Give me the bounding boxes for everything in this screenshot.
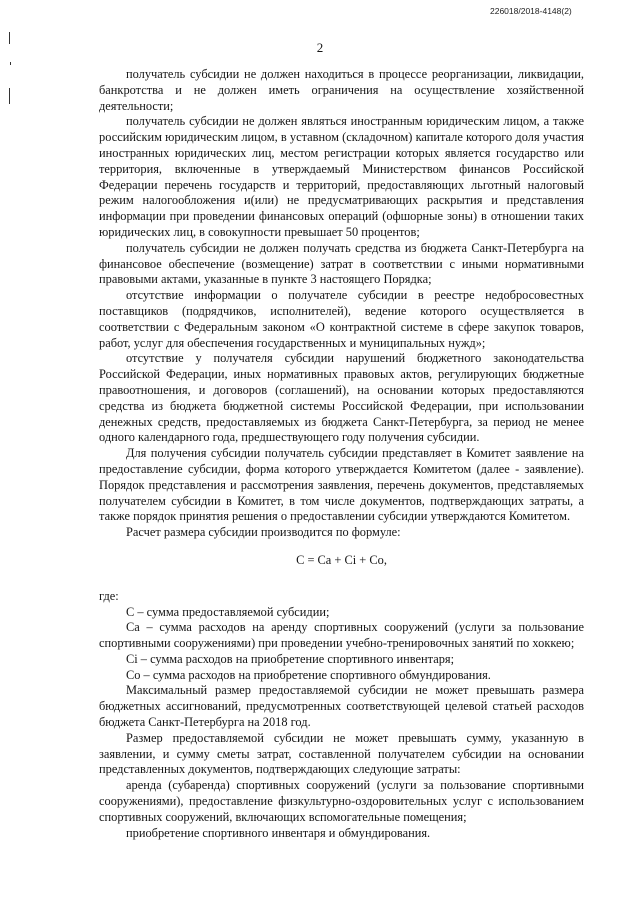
paragraph: Размер предоставляемой субсидии не может превышать сумму, указанную в заявлении, и сумму сметы затрат, составленной получателем субсидии на основании представленных документов, подтверждающих следующие затраты: — [99, 730, 584, 777]
document-id: 226018/2018-4148(2) — [490, 6, 572, 16]
paragraph: аренда (субаренда) спортивных сооружений (услуги за пользование спортивными сооружениями), предоставление физкультурно-оздоровительных услуг с использованием спортивных сооружений, включающих вспомогательные помещения; — [99, 778, 584, 824]
paragraph: получатель субсидии не должен получать средства из бюджета Санкт-Петербурга на финансовое обеспечение (возмещение) затрат в соответствии с иными нормативными правовыми актами, указанные в пункте 3 настоящего Порядка; — [99, 240, 584, 287]
paragraph: Максимальный размер предоставляемой субсидии не может превышать размера бюджетных ассигнований, предусмотренных соответствующей целевой статьей расходов бюджета Санкт-Петербурга на 2018 год. — [99, 683, 584, 730]
legend-item: Со – сумма расходов на приобретение спортивного обмундирования. — [126, 667, 491, 682]
margin-mark — [9, 88, 10, 104]
paragraph: приобретение спортивного инвентаря и обмундирования. — [126, 825, 431, 840]
document-body — [99, 67, 584, 841]
paragraph: Расчет размера субсидии производится по формуле: — [126, 525, 401, 540]
legend-item: С – сумма предоставляемой субсидии; — [126, 604, 330, 619]
margin-mark — [10, 62, 11, 65]
paragraph: получатель субсидии не должен находиться в процессе реорганизации, ликвидации, банкротства и не должен иметь ограничения на осуществление хозяйственной деятельности; — [99, 67, 584, 113]
paragraph: отсутствие у получателя субсидии нарушений бюджетного законодательства Российской Федерации, иных нормативных правовых актов, регулирующих бюджетные правоотношения, и договоров (соглашений), на основании которых предоставляются средства из бюджета бюджетной системы Российской Федерации, при использовании денежных средств, предоставляемых из бюджета Санкт-Петербурга, за период не менее одного календарного года, предшествующего году получения субсидии. — [99, 351, 584, 445]
legend-item: Са – сумма расходов на аренду спортивных сооружений (услуги за пользование спортивными сооружениями) при проведении учебно-тренировочных занятий по хоккею; — [99, 620, 584, 651]
paragraph: Для получения субсидии получатель субсидии представляет в Комитет заявление на предоставление субсидии, форма которого утверждается Комитетом (далее - заявление). Порядок представления и рассмотрения заявления, перечень документов, представляемых получателем субсидии в Комитет, в том числе документов, подтверждающих затраты, а также порядок принятия решения о предоставлении субсидии утверждаются Комитетом. — [99, 446, 584, 524]
legend-item: Сi – сумма расходов на приобретение спортивного инвентаря; — [126, 651, 455, 666]
page-number: 2 — [316, 40, 324, 55]
formula: С = Са + Сi + Со, — [296, 552, 387, 567]
legend-intro: где: — [99, 588, 119, 603]
paragraph: получатель субсидии не должен являться иностранным юридическим лицом, а также российским юридическим лицом, в уставном (складочном) капитале которого доля участия иностранных юридических лиц, местом регистрации которых является государство или территория, включенные в утверждаемый Министерством финансов Российской Федерации перечень государств и территорий, предоставляющих льготный налоговый режим налогообложения и(или) не предусматривающих раскрытия и представления информации при проведении финансовых операций (офшорные зоны) в отношении таких юридических лиц, в совокупности превышает 50 процентов; — [99, 114, 584, 239]
paragraph: отсутствие информации о получателе субсидии в реестре недобросовестных поставщиков (подрядчиков, исполнителей), ведение которого осуществляется в соответствии с Федеральным законом «О контрактной системе в сфере закупок товаров, работ, услуг для обеспечения государственных и муниципальных нужд»; — [99, 288, 584, 350]
